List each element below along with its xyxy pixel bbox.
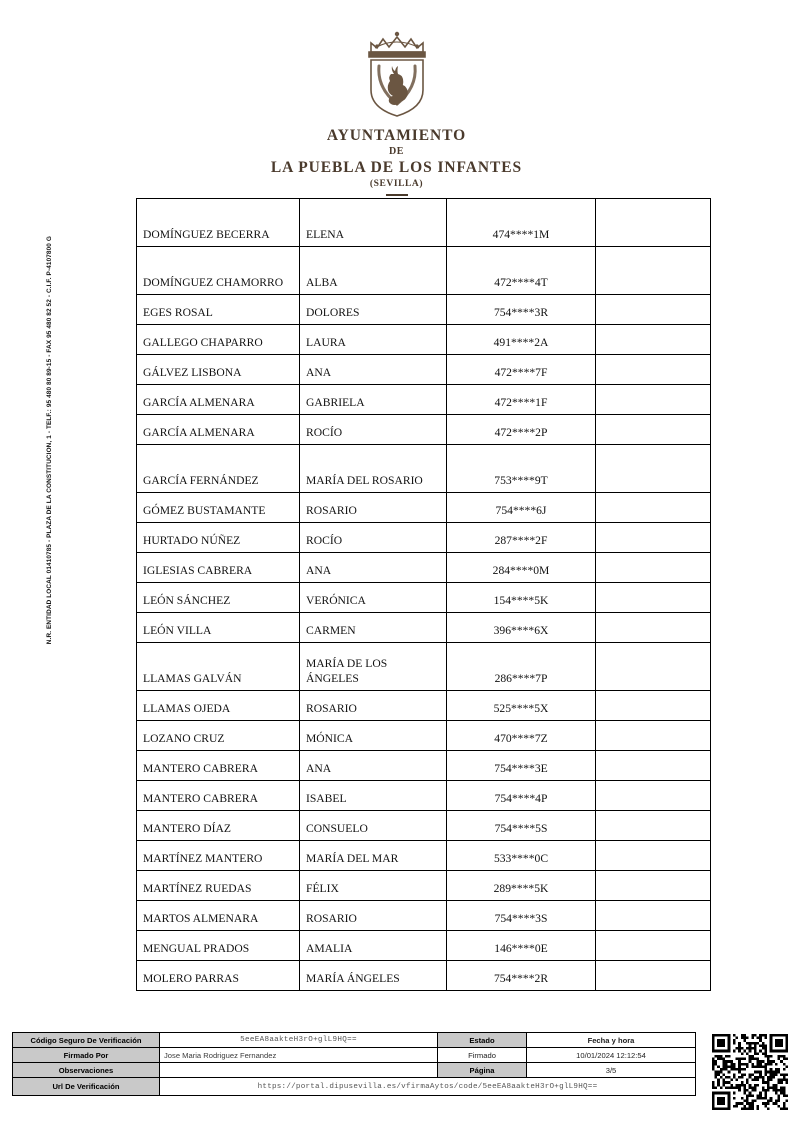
table-row — [137, 583, 711, 613]
cell-dni: 474****1M — [447, 199, 596, 247]
cell-observaciones — [596, 199, 711, 247]
status-badge: Firmado — [438, 1048, 527, 1063]
cell-observaciones — [596, 553, 711, 583]
cell-apellidos: DOMÍNGUEZ CHAMORRO — [137, 247, 300, 295]
cell-dni: 470****7Z — [447, 721, 596, 751]
page-value: 3/5 — [527, 1063, 696, 1078]
cell-apellidos: MARTOS ALMENARA — [137, 901, 300, 931]
cell-apellidos: LLAMAS GALVÁN — [137, 643, 300, 691]
table-row — [137, 295, 711, 325]
cell-apellidos: LOZANO CRUZ — [137, 721, 300, 751]
cell-nombre: CARMEN — [300, 613, 447, 643]
header-municipality: LA PUEBLA DE LOS INFANTES — [270, 159, 523, 177]
cell-apellidos: GÁLVEZ LISBONA — [137, 355, 300, 385]
cell-apellidos: MARTÍNEZ MANTERO — [137, 841, 300, 871]
cell-nombre: MARÍA ÁNGELES — [300, 961, 447, 991]
cell-apellidos: GARCÍA ALMENARA — [137, 385, 300, 415]
cell-nombre: GABRIELA — [300, 385, 447, 415]
table-row — [13, 1063, 696, 1078]
cell-dni: 753****9T — [447, 445, 596, 493]
page-label: Página — [438, 1063, 527, 1078]
cell-nombre: ISABEL — [300, 781, 447, 811]
cell-dni: 533****0C — [447, 841, 596, 871]
cell-dni: 472****2P — [447, 415, 596, 445]
cell-apellidos: LLAMAS OJEDA — [137, 691, 300, 721]
cell-observaciones — [596, 751, 711, 781]
verification-table — [12, 1032, 696, 1096]
table-row — [137, 811, 711, 841]
cell-apellidos: GÓMEZ BUSTAMANTE — [137, 493, 300, 523]
cell-nombre: ANA — [300, 355, 447, 385]
table-row — [137, 781, 711, 811]
cell-nombre: ROSARIO — [300, 691, 447, 721]
cell-apellidos: LEÓN VILLA — [137, 613, 300, 643]
cell-observaciones — [596, 811, 711, 841]
signed-by-value: Jose Maria Rodriguez Fernandez — [160, 1048, 438, 1063]
cell-dni: 754****3E — [447, 751, 596, 781]
cell-observaciones — [596, 691, 711, 721]
cell-dni: 146****0E — [447, 931, 596, 961]
cell-dni: 754****5S — [447, 811, 596, 841]
table-row — [137, 325, 711, 355]
status-label: Estado — [438, 1033, 527, 1048]
cell-apellidos: GALLEGO CHAPARRO — [137, 325, 300, 355]
cell-nombre: ROCÍO — [300, 523, 447, 553]
page-title: AYUNTAMIENTO — [326, 127, 467, 144]
table-row — [13, 1078, 696, 1096]
cell-observaciones — [596, 385, 711, 415]
table-row — [137, 961, 711, 991]
cell-apellidos: MANTERO CABRERA — [137, 751, 300, 781]
cell-dni: 472****1F — [447, 385, 596, 415]
header-de: DE — [388, 146, 405, 158]
table-row — [137, 445, 711, 493]
cell-dni: 754****2R — [447, 961, 596, 991]
cell-dni: 754****6J — [447, 493, 596, 523]
cell-observaciones — [596, 841, 711, 871]
cell-apellidos: MANTERO DÍAZ — [137, 811, 300, 841]
cell-observaciones — [596, 871, 711, 901]
header-province: (SEVILLA) — [369, 179, 424, 190]
cell-observaciones — [596, 325, 711, 355]
cell-dni: 525****5X — [447, 691, 596, 721]
cell-nombre: CONSUELO — [300, 811, 447, 841]
applicants-table — [136, 198, 711, 991]
cell-nombre: ANA — [300, 553, 447, 583]
cell-apellidos: EGES ROSAL — [137, 295, 300, 325]
cell-dni: 289****5K — [447, 871, 596, 901]
cell-dni: 754****3R — [447, 295, 596, 325]
cell-nombre: MÓNICA — [300, 721, 447, 751]
cell-observaciones — [596, 781, 711, 811]
cell-observaciones — [596, 523, 711, 553]
cell-observaciones — [596, 613, 711, 643]
observations-label: Observaciones — [13, 1063, 160, 1078]
cell-observaciones — [596, 415, 711, 445]
table-row — [137, 871, 711, 901]
url-label: Url De Verificación — [13, 1078, 160, 1096]
cell-observaciones — [596, 247, 711, 295]
cell-apellidos: GARCÍA FERNÁNDEZ — [137, 445, 300, 493]
table-row — [13, 1033, 696, 1048]
cell-apellidos: LEÓN SÁNCHEZ — [137, 583, 300, 613]
verification-footer — [12, 1032, 781, 1112]
entity-registry-sidetext: N.R. ENTIDAD LOCAL 01410785 - PLAZA DE LA CONSTITUCION, 1 - TELF.: 95 480 80 89-15 - FAX 95 480 82 52 - C.I.F. P-4107800 G — [46, 236, 53, 645]
datetime-label: Fecha y hora — [527, 1033, 696, 1048]
cell-nombre: ROCÍO — [300, 415, 447, 445]
table-row — [137, 553, 711, 583]
table-row — [137, 415, 711, 445]
cell-observaciones — [596, 961, 711, 991]
table-row — [137, 385, 711, 415]
verification-url[interactable]: https://portal.dipusevilla.es/vfirmaAytos/code/5eeEA8aakteH3rO+glL9HQ== — [160, 1078, 696, 1096]
cell-apellidos: DOMÍNGUEZ BECERRA — [137, 199, 300, 247]
csv-value: 5eeEA8aakteH3rO+glL9HQ== — [160, 1033, 438, 1048]
cell-apellidos: MOLERO PARRAS — [137, 961, 300, 991]
cell-nombre: ROSARIO — [300, 901, 447, 931]
datetime-value: 10/01/2024 12:12:54 — [527, 1048, 696, 1063]
cell-apellidos: IGLESIAS CABRERA — [137, 553, 300, 583]
cell-dni: 472****4T — [447, 247, 596, 295]
csv-label: Código Seguro De Verificación — [13, 1033, 160, 1048]
cell-apellidos: MANTERO CABRERA — [137, 781, 300, 811]
table-row — [137, 247, 711, 295]
cell-dni: 754****4P — [447, 781, 596, 811]
cell-apellidos: HURTADO NÚÑEZ — [137, 523, 300, 553]
cell-dni: 154****5K — [447, 583, 596, 613]
cell-nombre: FÉLIX — [300, 871, 447, 901]
observations-value — [160, 1063, 438, 1078]
table-row — [137, 523, 711, 553]
cell-apellidos: MARTÍNEZ RUEDAS — [137, 871, 300, 901]
cell-observaciones — [596, 295, 711, 325]
table-row — [137, 721, 711, 751]
cell-observaciones — [596, 643, 711, 691]
cell-observaciones — [596, 583, 711, 613]
cell-dni: 754****3S — [447, 901, 596, 931]
table-row — [137, 931, 711, 961]
cell-apellidos: MENGUAL PRADOS — [137, 931, 300, 961]
qr-code-icon[interactable] — [712, 1034, 788, 1110]
cell-nombre: MARÍA DE LOS ÁNGELES — [300, 643, 447, 691]
table-row — [137, 841, 711, 871]
cell-dni: 284****0M — [447, 553, 596, 583]
cell-dni: 396****6X — [447, 613, 596, 643]
cell-nombre: ROSARIO — [300, 493, 447, 523]
table-row — [137, 613, 711, 643]
cell-observaciones — [596, 721, 711, 751]
cell-nombre: AMALIA — [300, 931, 447, 961]
cell-observaciones — [596, 445, 711, 493]
cell-apellidos: GARCÍA ALMENARA — [137, 415, 300, 445]
table-row — [13, 1048, 696, 1063]
coat-of-arms-icon — [349, 26, 445, 122]
table-row — [137, 751, 711, 781]
cell-nombre: ELENA — [300, 199, 447, 247]
cell-nombre: VERÓNICA — [300, 583, 447, 613]
cell-nombre: LAURA — [300, 325, 447, 355]
cell-nombre: MARÍA DEL ROSARIO — [300, 445, 447, 493]
table-row — [137, 901, 711, 931]
cell-observaciones — [596, 493, 711, 523]
cell-dni: 472****7F — [447, 355, 596, 385]
signed-by-label: Firmado Por — [13, 1048, 160, 1063]
cell-dni: 287****2F — [447, 523, 596, 553]
document-header — [0, 0, 793, 196]
cell-nombre: ALBA — [300, 247, 447, 295]
header-divider — [386, 194, 408, 196]
cell-nombre: ANA — [300, 751, 447, 781]
table-row — [137, 691, 711, 721]
cell-nombre: DOLORES — [300, 295, 447, 325]
table-row — [137, 199, 711, 247]
cell-observaciones — [596, 931, 711, 961]
table-row — [137, 643, 711, 691]
cell-observaciones — [596, 355, 711, 385]
cell-nombre: MARÍA DEL MAR — [300, 841, 447, 871]
table-row — [137, 493, 711, 523]
table-row — [137, 355, 711, 385]
cell-observaciones — [596, 901, 711, 931]
cell-dni: 491****2A — [447, 325, 596, 355]
cell-dni: 286****7P — [447, 643, 596, 691]
